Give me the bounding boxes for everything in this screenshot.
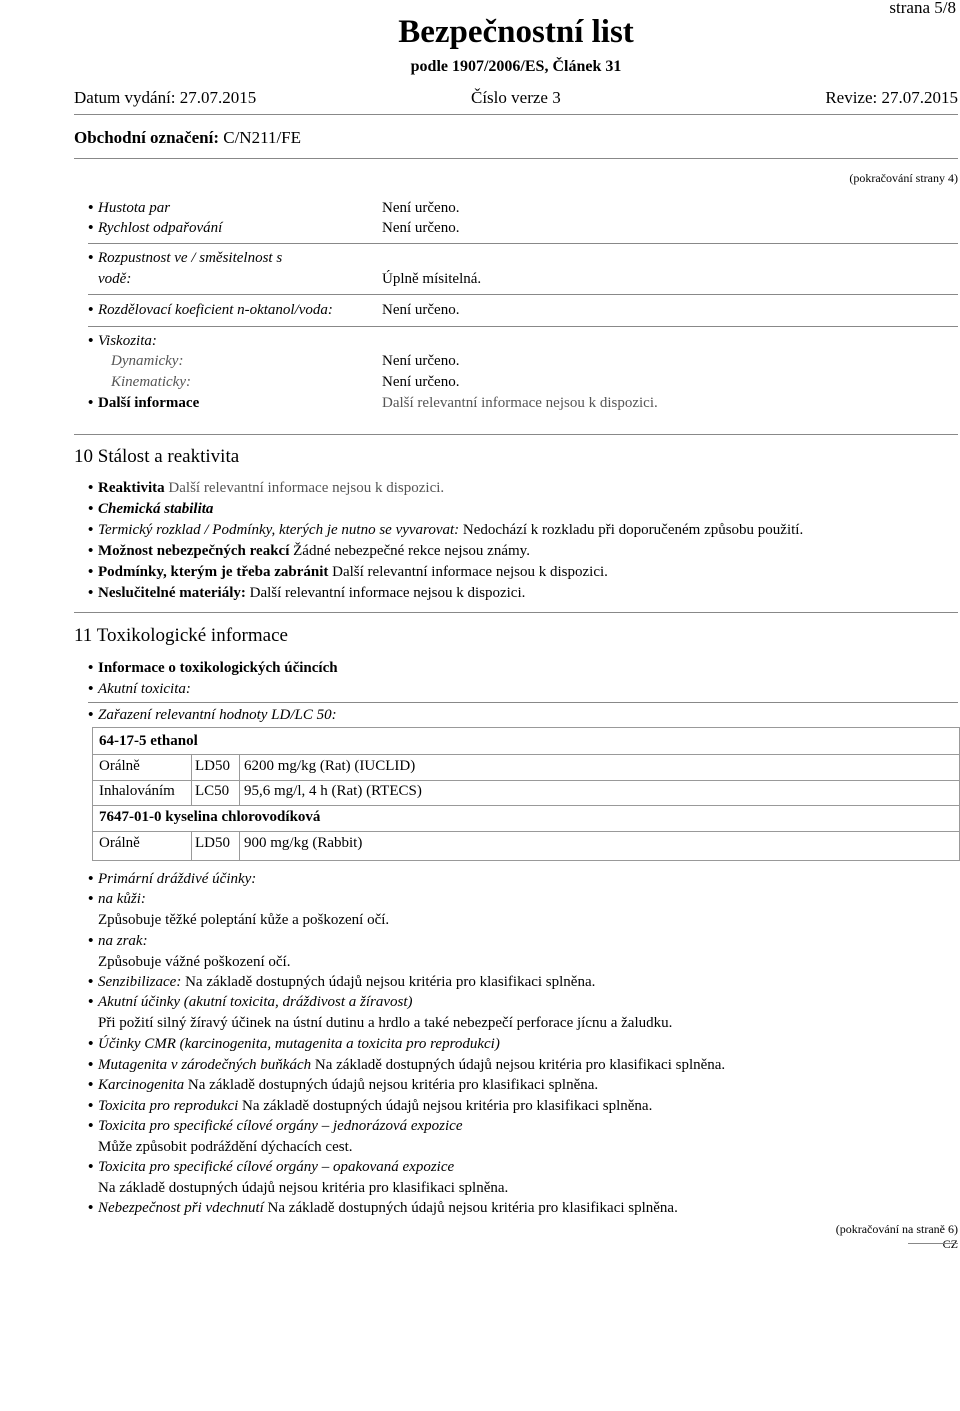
prop-rozpustnost-value: Úplně mísitelná. bbox=[382, 271, 482, 287]
substance-hcl: 7647-01-0 kyselina chlorovodíková bbox=[99, 809, 321, 825]
section-11-heading: 11 Toxikologické informace bbox=[74, 625, 288, 646]
table-cell-type: LD50 bbox=[195, 835, 230, 851]
prop-rychlost: • Rychlost odpařování bbox=[88, 220, 223, 236]
table-col-divider bbox=[239, 831, 240, 860]
prop-dynamicky: Dynamicky: bbox=[111, 353, 184, 369]
cmr-label: • Účinky CMR (karcinogenita, mutagenita a toxicita pro reprodukci) bbox=[88, 1036, 500, 1052]
akutni-ucinky-label: • Akutní účinky (akutní toxicita, dráždivost a žíravost) bbox=[88, 994, 413, 1010]
bullet: • bbox=[88, 1200, 94, 1216]
bullet: • bbox=[88, 871, 94, 887]
section-divider bbox=[74, 612, 958, 613]
prop-rozdelovaci: • Rozdělovací koeficient n-oktanol/voda: bbox=[88, 302, 333, 318]
table-cell-type: LC50 bbox=[195, 783, 230, 799]
table-divider bbox=[92, 780, 960, 781]
podminky-row: • Podmínky, kterým je třeba zabránit Další relevantní informace nejsou k dispozici. bbox=[88, 564, 608, 580]
bullet: • bbox=[88, 395, 94, 411]
revision-date: Revize: 27.07.2015 bbox=[825, 88, 958, 107]
section-10-heading: 10 Stálost a reaktivita bbox=[74, 446, 240, 467]
bullet: • bbox=[88, 1077, 94, 1093]
bullet: • bbox=[88, 660, 94, 676]
karcinogenita-row: • Karcinogenita Na základě dostupných údajů nejsou kritéria pro klasifikaci splněna. bbox=[88, 1077, 599, 1093]
page-number: strana 5/8 bbox=[889, 0, 956, 17]
divider bbox=[88, 243, 958, 244]
prop-kinematicky-value: Není určeno. bbox=[382, 374, 460, 390]
prop-hustota-value: Není určeno. bbox=[382, 200, 460, 216]
reprodukce-row: • Toxicita pro reprodukci Na základě dostupných údajů nejsou kritéria pro klasifikaci splněna. bbox=[88, 1098, 653, 1114]
prop-kinematicky: Kinematicky: bbox=[111, 374, 191, 390]
bullet: • bbox=[88, 480, 94, 496]
mutagenita-row: • Mutagenita v zárodečných buňkách Na základě dostupných údajů nejsou kritéria pro klasifikaci splněna. bbox=[88, 1057, 726, 1073]
divider bbox=[88, 326, 958, 327]
akutni-toxicita: • Akutní toxicita: bbox=[88, 681, 191, 697]
divider bbox=[88, 294, 958, 295]
senzibilizace-row: • Senzibilizace: Na základě dostupných údajů nejsou kritéria pro klasifikaci splněna. bbox=[88, 974, 596, 990]
prop-dynamicky-value: Není určeno. bbox=[382, 353, 460, 369]
kuzi-value: Způsobuje těžké poleptání kůže a poškození očí. bbox=[98, 912, 390, 928]
prop-hustota: • Hustota par bbox=[88, 200, 171, 216]
bullet: • bbox=[88, 1098, 94, 1114]
trade-name-label: Obchodní označení: bbox=[74, 128, 219, 147]
zrak-label: • na zrak: bbox=[88, 933, 148, 949]
issue-date: Datum vydání: 27.07.2015 bbox=[74, 88, 257, 107]
footer-divider bbox=[908, 1243, 958, 1244]
prop-viskozita: • Viskozita: bbox=[88, 333, 157, 349]
table-cell-route: Orálně bbox=[99, 835, 140, 851]
stot-se-value: Může způsobit podráždění dýchacích cest. bbox=[98, 1139, 353, 1155]
kuzi-label: • na kůži: bbox=[88, 891, 146, 907]
table-cell-route: Orálně bbox=[99, 758, 140, 774]
table-cell-type: LD50 bbox=[195, 758, 230, 774]
version-number: Číslo verze 3 bbox=[471, 88, 561, 107]
table-cell-route: Inhalováním bbox=[99, 783, 175, 799]
language-code: CZ bbox=[942, 1237, 958, 1251]
neslucitelne-row: • Neslučitelné materiály: Další relevantní informace nejsou k dispozici. bbox=[88, 585, 526, 601]
akutni-ucinky-value: Při požití silný žíravý účinek na ústní dutinu a hrdlo a také nebezpečí perforace jícnu a žaludku. bbox=[98, 1015, 673, 1031]
bullet: • bbox=[88, 933, 94, 949]
moznost-row: • Možnost nebezpečných reakcí Žádné nebezpečné rekce nejsou známy. bbox=[88, 543, 530, 559]
table-cell-value: 6200 mg/kg (Rat) (IUCLID) bbox=[244, 758, 416, 774]
bullet: • bbox=[88, 501, 94, 517]
trade-name-value: C/N211/FE bbox=[223, 128, 302, 147]
zarazeni-label: • Zařazení relevantní hodnoty LD/LC 50: bbox=[88, 707, 337, 723]
bullet: • bbox=[88, 707, 94, 723]
primarni-label: • Primární dráždivé účinky: bbox=[88, 871, 257, 887]
trade-divider bbox=[74, 158, 958, 159]
bullet: • bbox=[88, 1159, 94, 1175]
continuation-to: (pokračování na straně 6) bbox=[835, 1222, 958, 1236]
zrak-value: Způsobuje vážné poškození očí. bbox=[98, 954, 291, 970]
header-divider bbox=[74, 114, 958, 115]
section-divider bbox=[74, 434, 958, 435]
trade-name bbox=[74, 128, 301, 148]
table-cell-value: 95,6 mg/l, 4 h (Rat) (RTECS) bbox=[244, 783, 422, 799]
table-cell-value: 900 mg/kg (Rabbit) bbox=[244, 835, 363, 851]
reaktivita-row: • Reaktivita Další relevantní informace nejsou k dispozici. bbox=[88, 480, 445, 496]
bullet: • bbox=[88, 1118, 94, 1134]
bullet: • bbox=[88, 522, 94, 538]
info-toxikologicke: • Informace o toxikologických účincích bbox=[88, 660, 338, 676]
stot-re-label: • Toxicita pro specifické cílové orgány – opakovaná expozice bbox=[88, 1159, 455, 1175]
chem-stabilita: • Chemická stabilita bbox=[88, 501, 214, 517]
bullet: • bbox=[88, 1036, 94, 1052]
table-divider bbox=[92, 754, 960, 755]
bullet: • bbox=[88, 974, 94, 990]
termicky-row: • Termický rozklad / Podmínky, kterých je nutno se vyvarovat: Nedochází k rozkladu při doporučeném způsobu použití. bbox=[88, 522, 804, 538]
stot-re-value: Na základě dostupných údajů nejsou kritéria pro klasifikaci splněna. bbox=[98, 1180, 509, 1196]
stot-se-label: • Toxicita pro specifické cílové orgány – jednorázová expozice bbox=[88, 1118, 463, 1134]
table-col-divider bbox=[191, 831, 192, 860]
bullet: • bbox=[88, 220, 94, 236]
bullet: • bbox=[88, 891, 94, 907]
table-divider bbox=[92, 805, 960, 806]
prop-rychlost-value: Není určeno. bbox=[382, 220, 460, 236]
document-subtitle: podle 1907/2006/ES, Článek 31 bbox=[410, 58, 622, 75]
bullet: • bbox=[88, 543, 94, 559]
bullet: • bbox=[88, 302, 94, 318]
continuation-from: (pokračování strany 4) bbox=[849, 171, 958, 185]
bullet: • bbox=[88, 1057, 94, 1073]
substance-ethanol: 64-17-5 ethanol bbox=[99, 733, 198, 749]
bullet: • bbox=[88, 585, 94, 601]
prop-rozpustnost-line2: vodě: bbox=[98, 271, 132, 287]
bullet: • bbox=[88, 564, 94, 580]
bullet: • bbox=[88, 200, 94, 216]
bullet: • bbox=[88, 681, 94, 697]
prop-rozpustnost: • Rozpustnost ve / směsitelnost s bbox=[88, 250, 283, 266]
divider bbox=[88, 702, 958, 703]
bullet: • bbox=[88, 333, 94, 349]
prop-dalsi-value: Další relevantní informace nejsou k dispozici. bbox=[382, 395, 658, 411]
prop-dalsi: • Další informace bbox=[88, 395, 200, 411]
table-divider bbox=[92, 831, 960, 832]
document-title: Bezpečnostní list bbox=[398, 14, 634, 50]
prop-rozdelovaci-value: Není určeno. bbox=[382, 302, 460, 318]
bullet: • bbox=[88, 994, 94, 1010]
vdechnuti-row: • Nebezpečnost při vdechnutí Na základě dostupných údajů nejsou kritéria pro klasifikaci splněna. bbox=[88, 1200, 678, 1216]
bullet: • bbox=[88, 250, 94, 266]
